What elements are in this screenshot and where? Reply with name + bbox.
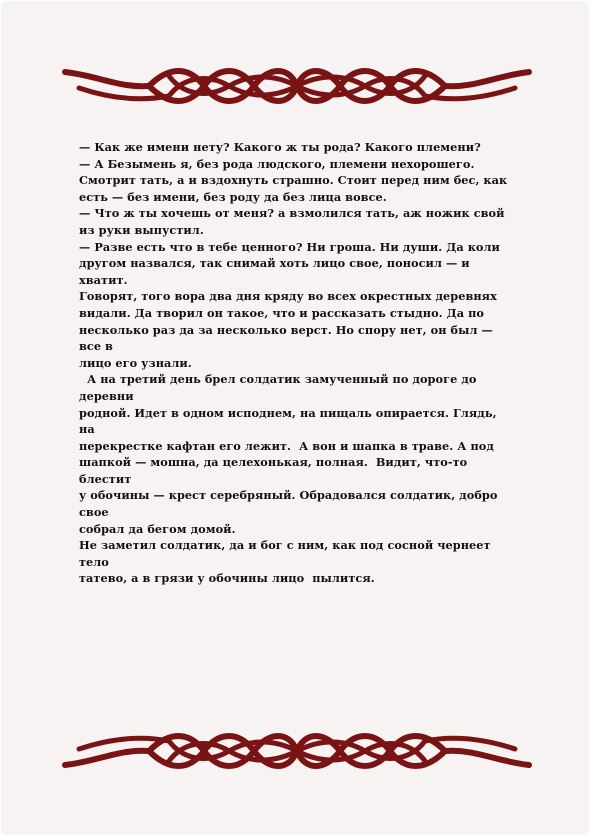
celtic-knot-ornament-bottom (59, 721, 535, 779)
text-line: перекрестке кафтан его лежит. А вон и шапка в траве. А под (79, 438, 494, 453)
text-line: лицо его узнали. (79, 355, 192, 370)
text-line: шапкой — мошна, да целехонькая, полная. Видит, что-то блестит (79, 455, 472, 486)
text-line: родной. Идет в одном исподнем, на пищаль опирается. Глядь, на (79, 405, 501, 437)
text-line: из руки выпустил. (79, 222, 204, 237)
celtic-knot-ornament-top (59, 58, 535, 116)
text-line: — Что ж ты хочешь от меня? а взмолился тать, аж ножик свой (79, 206, 505, 221)
page (3, 3, 587, 833)
text-line: Говорят, того вора два дня кряду во всех окрестных деревнях (79, 289, 497, 304)
text-line: у обочины — крест серебряный. Обрадовался солдатик, добро свое (79, 488, 502, 520)
text-line: другом назвался, так снимай хоть лицо свое, поносил — и хватит. (79, 256, 474, 287)
story-text (79, 139, 515, 587)
text-line: — Как же имени нету? Какого ж ты рода? Какого племени? (79, 140, 481, 154)
text-line: татево, а в грязи у обочины лицо пылится. (79, 571, 375, 586)
text-line: собрал да бегом домой. (79, 521, 236, 536)
text-line: А на третий день брел солдатик замученный по дороге до деревни (79, 372, 481, 403)
text-line: — А Безымень я, без рода людского, племени нехорошего. (79, 156, 475, 171)
text-line: Смотрит тать, а и вздохнуть страшно. Стоит перед ним бес, как (79, 173, 508, 188)
text-line: видали. Да творил он такое, что и рассказать стыдно. Да по (79, 305, 484, 320)
text-line: несколько раз да за несколько верст. Но спору нет, он был — все в (79, 322, 497, 354)
text-line: Не заметил солдатик, да и бог с ним, как под сосной чернеет тело (79, 538, 495, 569)
text-line: — Разве есть что в тебе ценного? Ни гроша. Ни души. Да коли (79, 239, 500, 254)
text-line: есть — без имени, без роду да без лица вовсе. (79, 189, 387, 204)
